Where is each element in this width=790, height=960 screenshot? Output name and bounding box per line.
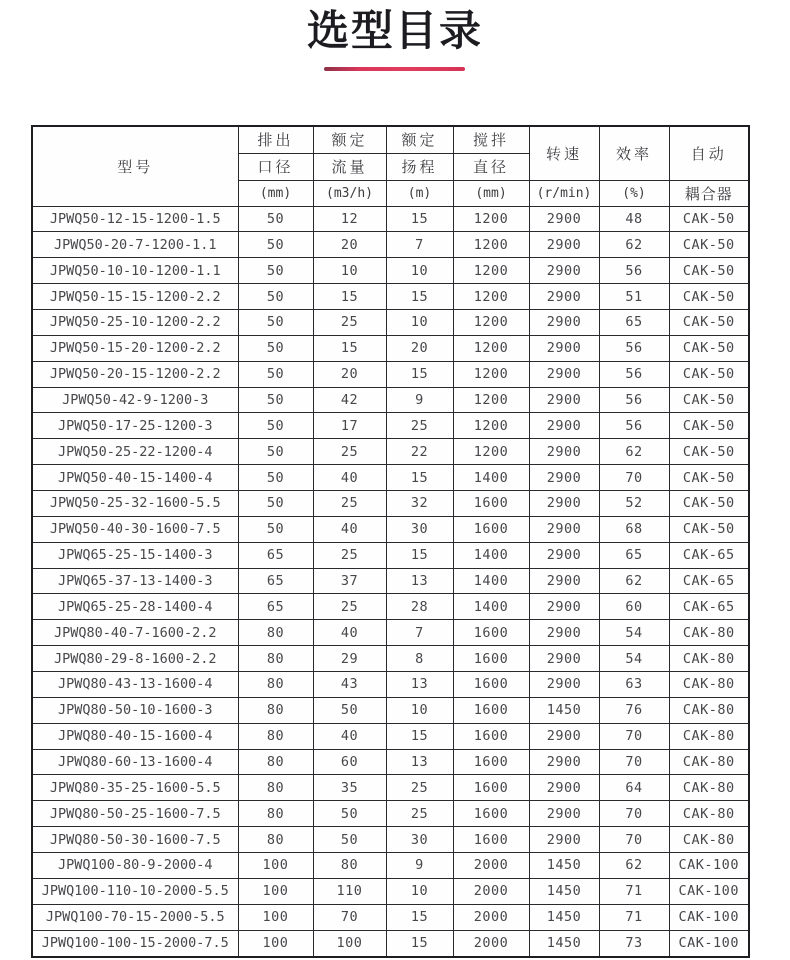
value-cell: CAK-80: [669, 620, 749, 646]
table-row: [32, 904, 749, 930]
value-cell: 25: [313, 542, 386, 568]
value-cell: 1600: [453, 697, 529, 723]
value-cell: 2900: [529, 775, 599, 801]
value-cell: 20: [313, 361, 386, 387]
model-cell: JPWQ100-70-15-2000-5.5: [32, 904, 238, 930]
value-cell: 2900: [529, 568, 599, 594]
value-cell: 10: [386, 309, 453, 335]
value-cell: 1600: [453, 516, 529, 542]
page-title: 选型目录: [306, 7, 483, 54]
table-row: [32, 361, 749, 387]
value-cell: 25: [386, 413, 453, 439]
value-cell: 80: [238, 827, 313, 853]
pump-selection-table: [31, 125, 750, 958]
value-cell: 1400: [453, 568, 529, 594]
value-cell: 70: [313, 904, 386, 930]
value-cell: 50: [238, 206, 313, 232]
col-header-coupler-line2: 耦合器: [669, 180, 749, 206]
model-cell: JPWQ50-25-32-1600-5.5: [32, 490, 238, 516]
value-cell: 100: [313, 930, 386, 957]
model-cell: JPWQ80-50-10-1600-3: [32, 697, 238, 723]
value-cell: 20: [313, 232, 386, 258]
value-cell: 1600: [453, 671, 529, 697]
table-row: [32, 413, 749, 439]
value-cell: CAK-65: [669, 542, 749, 568]
value-cell: 1200: [453, 232, 529, 258]
unit-speed: (r/min): [529, 180, 599, 206]
model-cell: JPWQ50-15-20-1200-2.2: [32, 335, 238, 361]
value-cell: CAK-80: [669, 671, 749, 697]
table-row: [32, 827, 749, 853]
table-row: [32, 232, 749, 258]
model-cell: JPWQ50-40-30-1600-7.5: [32, 516, 238, 542]
value-cell: CAK-50: [669, 206, 749, 232]
value-cell: 13: [386, 749, 453, 775]
value-cell: 7: [386, 620, 453, 646]
table-row: [32, 568, 749, 594]
value-cell: 100: [238, 852, 313, 878]
value-cell: 29: [313, 646, 386, 672]
col-header-head-line2: 扬程: [386, 153, 453, 180]
model-cell: JPWQ50-15-15-1200-2.2: [32, 284, 238, 310]
value-cell: 50: [238, 465, 313, 491]
value-cell: 9: [386, 852, 453, 878]
model-cell: JPWQ80-50-25-1600-7.5: [32, 801, 238, 827]
value-cell: 2900: [529, 465, 599, 491]
value-cell: CAK-50: [669, 516, 749, 542]
value-cell: 1200: [453, 284, 529, 310]
value-cell: 2900: [529, 309, 599, 335]
value-cell: 40: [313, 723, 386, 749]
col-header-flow-line2: 流量: [313, 153, 386, 180]
value-cell: 1600: [453, 801, 529, 827]
value-cell: 25: [313, 594, 386, 620]
value-cell: 1600: [453, 490, 529, 516]
value-cell: 2000: [453, 852, 529, 878]
value-cell: 2900: [529, 542, 599, 568]
value-cell: 10: [386, 258, 453, 284]
table-row: [32, 878, 749, 904]
value-cell: 1450: [529, 852, 599, 878]
value-cell: 1200: [453, 335, 529, 361]
table-row: [32, 930, 749, 957]
value-cell: 50: [313, 801, 386, 827]
value-cell: 1450: [529, 930, 599, 957]
value-cell: 20: [386, 335, 453, 361]
model-cell: JPWQ50-17-25-1200-3: [32, 413, 238, 439]
value-cell: 35: [313, 775, 386, 801]
table-body: [32, 206, 749, 957]
value-cell: 2900: [529, 516, 599, 542]
col-header-coupler-line1: 自动: [669, 126, 749, 180]
value-cell: 50: [238, 361, 313, 387]
value-cell: 40: [313, 620, 386, 646]
value-cell: 2900: [529, 284, 599, 310]
value-cell: 64: [599, 775, 669, 801]
table-row: [32, 723, 749, 749]
value-cell: 70: [599, 827, 669, 853]
value-cell: 51: [599, 284, 669, 310]
model-cell: JPWQ80-43-13-1600-4: [32, 671, 238, 697]
value-cell: 2900: [529, 335, 599, 361]
value-cell: 1600: [453, 827, 529, 853]
value-cell: 22: [386, 439, 453, 465]
model-cell: JPWQ50-40-15-1400-4: [32, 465, 238, 491]
value-cell: 1400: [453, 594, 529, 620]
value-cell: 65: [599, 309, 669, 335]
value-cell: 15: [386, 930, 453, 957]
value-cell: 15: [386, 904, 453, 930]
col-header-flow-line1: 额定: [313, 126, 386, 153]
value-cell: 25: [313, 309, 386, 335]
value-cell: 80: [238, 723, 313, 749]
value-cell: 32: [386, 490, 453, 516]
value-cell: 1600: [453, 723, 529, 749]
value-cell: 80: [238, 801, 313, 827]
value-cell: 1400: [453, 465, 529, 491]
model-cell: JPWQ100-80-9-2000-4: [32, 852, 238, 878]
value-cell: 62: [599, 232, 669, 258]
value-cell: CAK-80: [669, 723, 749, 749]
value-cell: 80: [238, 697, 313, 723]
value-cell: 15: [313, 335, 386, 361]
value-cell: CAK-100: [669, 930, 749, 957]
value-cell: 70: [599, 465, 669, 491]
value-cell: 1600: [453, 749, 529, 775]
value-cell: 15: [313, 284, 386, 310]
value-cell: 1450: [529, 697, 599, 723]
header-row-1: [32, 126, 749, 153]
value-cell: 25: [386, 801, 453, 827]
table-row: [32, 309, 749, 335]
table-row: [32, 206, 749, 232]
value-cell: 2900: [529, 671, 599, 697]
value-cell: 56: [599, 387, 669, 413]
value-cell: 62: [599, 568, 669, 594]
value-cell: 52: [599, 490, 669, 516]
value-cell: 25: [313, 439, 386, 465]
col-header-stir-line2: 直径: [453, 153, 529, 180]
value-cell: 15: [386, 542, 453, 568]
value-cell: 100: [238, 904, 313, 930]
value-cell: CAK-50: [669, 387, 749, 413]
unit-stir: (mm): [453, 180, 529, 206]
value-cell: CAK-50: [669, 465, 749, 491]
col-header-outlet-line2: 口径: [238, 153, 313, 180]
model-cell: JPWQ50-12-15-1200-1.5: [32, 206, 238, 232]
value-cell: 40: [313, 465, 386, 491]
model-cell: JPWQ80-29-8-1600-2.2: [32, 646, 238, 672]
col-header-stir-line1: 搅拌: [453, 126, 529, 153]
value-cell: 50: [238, 516, 313, 542]
value-cell: 50: [238, 258, 313, 284]
col-header-model: 型号: [32, 126, 238, 206]
value-cell: 17: [313, 413, 386, 439]
value-cell: CAK-50: [669, 439, 749, 465]
value-cell: 80: [238, 775, 313, 801]
value-cell: 65: [238, 542, 313, 568]
model-cell: JPWQ50-20-7-1200-1.1: [32, 232, 238, 258]
value-cell: 2900: [529, 206, 599, 232]
value-cell: 60: [599, 594, 669, 620]
value-cell: 50: [238, 309, 313, 335]
value-cell: 63: [599, 671, 669, 697]
value-cell: 1200: [453, 387, 529, 413]
value-cell: 2900: [529, 620, 599, 646]
col-header-speed: 转速: [529, 126, 599, 180]
value-cell: CAK-50: [669, 284, 749, 310]
table-row: [32, 801, 749, 827]
model-cell: JPWQ80-35-25-1600-5.5: [32, 775, 238, 801]
value-cell: 62: [599, 439, 669, 465]
table-row: [32, 775, 749, 801]
value-cell: 56: [599, 258, 669, 284]
model-cell: JPWQ65-25-15-1400-3: [32, 542, 238, 568]
value-cell: 2900: [529, 723, 599, 749]
value-cell: CAK-50: [669, 232, 749, 258]
value-cell: 2000: [453, 904, 529, 930]
value-cell: 9: [386, 387, 453, 413]
value-cell: 15: [386, 206, 453, 232]
value-cell: 1200: [453, 258, 529, 284]
model-cell: JPWQ50-10-10-1200-1.1: [32, 258, 238, 284]
model-cell: JPWQ65-25-28-1400-4: [32, 594, 238, 620]
model-cell: JPWQ80-60-13-1600-4: [32, 749, 238, 775]
value-cell: 2900: [529, 361, 599, 387]
value-cell: 48: [599, 206, 669, 232]
col-header-head-line1: 额定: [386, 126, 453, 153]
value-cell: CAK-100: [669, 878, 749, 904]
table-row: [32, 490, 749, 516]
model-cell: JPWQ50-25-22-1200-4: [32, 439, 238, 465]
value-cell: 42: [313, 387, 386, 413]
table-row: [32, 671, 749, 697]
value-cell: 10: [313, 258, 386, 284]
value-cell: 110: [313, 878, 386, 904]
value-cell: 65: [599, 542, 669, 568]
value-cell: 10: [386, 878, 453, 904]
table-row: [32, 542, 749, 568]
value-cell: 73: [599, 930, 669, 957]
value-cell: 70: [599, 749, 669, 775]
value-cell: 50: [313, 697, 386, 723]
value-cell: 1600: [453, 620, 529, 646]
value-cell: 62: [599, 852, 669, 878]
value-cell: 80: [238, 749, 313, 775]
table-header: [32, 126, 749, 206]
table-row: [32, 439, 749, 465]
value-cell: 10: [386, 697, 453, 723]
model-cell: JPWQ50-42-9-1200-3: [32, 387, 238, 413]
value-cell: 2000: [453, 878, 529, 904]
value-cell: 2900: [529, 646, 599, 672]
value-cell: CAK-80: [669, 646, 749, 672]
value-cell: 7: [386, 232, 453, 258]
value-cell: 2900: [529, 258, 599, 284]
value-cell: 100: [238, 930, 313, 957]
col-header-outlet-line1: 排出: [238, 126, 313, 153]
table-row: [32, 620, 749, 646]
value-cell: 15: [386, 465, 453, 491]
value-cell: 15: [386, 723, 453, 749]
value-cell: 28: [386, 594, 453, 620]
value-cell: 70: [599, 801, 669, 827]
value-cell: 50: [238, 387, 313, 413]
table-row: [32, 594, 749, 620]
value-cell: CAK-100: [669, 904, 749, 930]
value-cell: 1450: [529, 904, 599, 930]
table-row: [32, 258, 749, 284]
value-cell: 2900: [529, 439, 599, 465]
table-row: [32, 749, 749, 775]
value-cell: 2000: [453, 930, 529, 957]
model-cell: JPWQ100-100-15-2000-7.5: [32, 930, 238, 957]
value-cell: 2900: [529, 232, 599, 258]
value-cell: CAK-100: [669, 852, 749, 878]
model-cell: JPWQ80-40-15-1600-4: [32, 723, 238, 749]
table-row: [32, 852, 749, 878]
value-cell: 12: [313, 206, 386, 232]
model-cell: JPWQ100-110-10-2000-5.5: [32, 878, 238, 904]
table-row: [32, 387, 749, 413]
unit-efficiency: (%): [599, 180, 669, 206]
value-cell: 76: [599, 697, 669, 723]
value-cell: 30: [386, 516, 453, 542]
title-underline-accent: [324, 67, 465, 71]
value-cell: 15: [386, 361, 453, 387]
model-cell: JPWQ50-20-15-1200-2.2: [32, 361, 238, 387]
value-cell: 40: [313, 516, 386, 542]
value-cell: 50: [238, 490, 313, 516]
value-cell: 71: [599, 904, 669, 930]
value-cell: CAK-80: [669, 801, 749, 827]
table-row: [32, 335, 749, 361]
value-cell: CAK-50: [669, 258, 749, 284]
value-cell: 1600: [453, 775, 529, 801]
value-cell: CAK-80: [669, 775, 749, 801]
model-cell: JPWQ80-40-7-1600-2.2: [32, 620, 238, 646]
model-cell: JPWQ65-37-13-1400-3: [32, 568, 238, 594]
table-row: [32, 697, 749, 723]
unit-head: (m): [386, 180, 453, 206]
value-cell: 70: [599, 723, 669, 749]
value-cell: 1600: [453, 646, 529, 672]
value-cell: 65: [238, 594, 313, 620]
value-cell: 56: [599, 413, 669, 439]
value-cell: 1200: [453, 206, 529, 232]
value-cell: CAK-80: [669, 827, 749, 853]
value-cell: 43: [313, 671, 386, 697]
value-cell: 68: [599, 516, 669, 542]
value-cell: 1200: [453, 413, 529, 439]
value-cell: 100: [238, 878, 313, 904]
value-cell: 71: [599, 878, 669, 904]
value-cell: 1200: [453, 439, 529, 465]
value-cell: 1200: [453, 361, 529, 387]
value-cell: 37: [313, 568, 386, 594]
value-cell: 80: [238, 620, 313, 646]
table-row: [32, 516, 749, 542]
value-cell: 65: [238, 568, 313, 594]
value-cell: 25: [313, 490, 386, 516]
value-cell: 54: [599, 620, 669, 646]
value-cell: CAK-50: [669, 490, 749, 516]
value-cell: 50: [238, 284, 313, 310]
value-cell: 80: [238, 646, 313, 672]
value-cell: 13: [386, 568, 453, 594]
value-cell: 2900: [529, 413, 599, 439]
value-cell: 50: [238, 413, 313, 439]
value-cell: 15: [386, 284, 453, 310]
value-cell: 56: [599, 335, 669, 361]
table-row: [32, 465, 749, 491]
value-cell: CAK-50: [669, 335, 749, 361]
table-row: [32, 284, 749, 310]
value-cell: 50: [238, 439, 313, 465]
value-cell: 60: [313, 749, 386, 775]
value-cell: CAK-65: [669, 568, 749, 594]
value-cell: 2900: [529, 387, 599, 413]
value-cell: 1450: [529, 878, 599, 904]
value-cell: CAK-50: [669, 413, 749, 439]
value-cell: 80: [238, 671, 313, 697]
value-cell: CAK-80: [669, 749, 749, 775]
unit-outlet: (mm): [238, 180, 313, 206]
value-cell: 8: [386, 646, 453, 672]
value-cell: CAK-80: [669, 697, 749, 723]
value-cell: 1400: [453, 542, 529, 568]
unit-flow: (m3/h): [313, 180, 386, 206]
value-cell: 50: [313, 827, 386, 853]
value-cell: 50: [238, 335, 313, 361]
value-cell: 50: [238, 232, 313, 258]
value-cell: 80: [313, 852, 386, 878]
value-cell: 1200: [453, 309, 529, 335]
model-cell: JPWQ80-50-30-1600-7.5: [32, 827, 238, 853]
model-cell: JPWQ50-25-10-1200-2.2: [32, 309, 238, 335]
value-cell: 2900: [529, 594, 599, 620]
value-cell: 2900: [529, 749, 599, 775]
value-cell: CAK-50: [669, 309, 749, 335]
value-cell: 25: [386, 775, 453, 801]
value-cell: 54: [599, 646, 669, 672]
value-cell: CAK-65: [669, 594, 749, 620]
value-cell: 56: [599, 361, 669, 387]
value-cell: CAK-50: [669, 361, 749, 387]
value-cell: 2900: [529, 827, 599, 853]
value-cell: 2900: [529, 490, 599, 516]
value-cell: 13: [386, 671, 453, 697]
table-row: [32, 646, 749, 672]
col-header-efficiency: 效率: [599, 126, 669, 180]
value-cell: 2900: [529, 801, 599, 827]
value-cell: 30: [386, 827, 453, 853]
